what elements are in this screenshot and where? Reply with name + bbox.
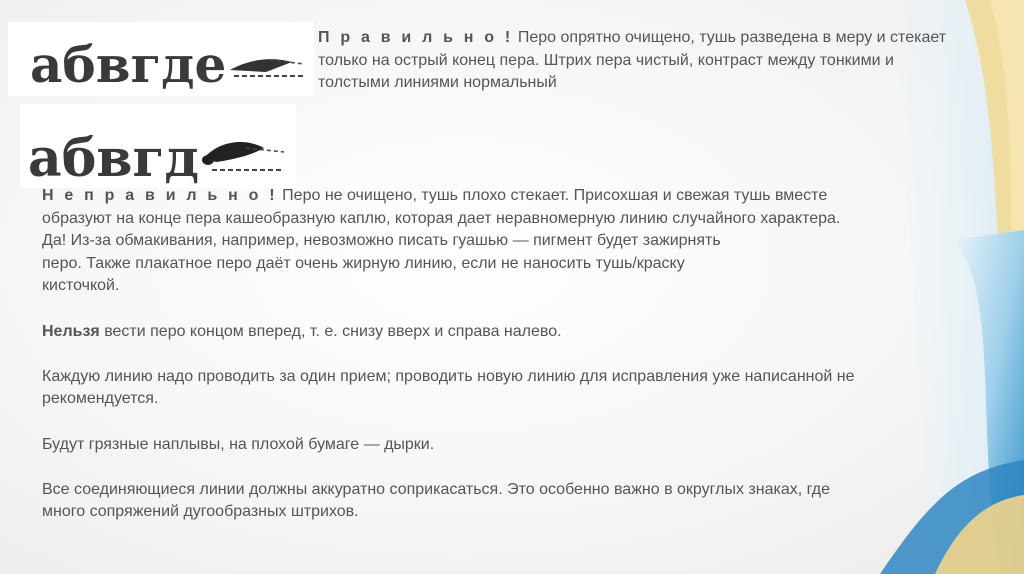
gouache-note-line-1: Да! Из-за обмакивания, например, невозможно писать гуашью — пигмент будет зажирнять [42, 232, 721, 250]
sample-letters-correct: абвгде [30, 35, 227, 94]
incorrect-description [42, 185, 842, 230]
nib-stroke-correct-icon [230, 59, 304, 76]
correct-heading: П р а в и л ь н о ! [318, 29, 514, 46]
rule-single-stroke: Каждую линию надо проводить за один прием; проводить новую линию для исправления уже написанной не рекомендуется. [42, 367, 855, 408]
sample-letters-incorrect: абвгд [28, 128, 200, 188]
nib-stroke-incorrect-icon [202, 142, 284, 170]
gouache-note-line-3: кисточкой. [42, 277, 120, 295]
main-text-block [42, 185, 872, 524]
rule-forbidden-bold: Нельзя [42, 322, 100, 340]
rule-blots: Будут грязные наплывы, на плохой бумаге — дырки. [42, 435, 435, 453]
rule-forbidden-text: вести перо концом вперед, т. е. снизу вверх и справа налево. [99, 322, 562, 340]
incorrect-heading: Н е п р а в и л ь н о ! [42, 187, 278, 204]
incorrect-text: Перо не очищено, тушь плохо стекает. Присохшая и свежая тушь вместе образуют на конце пера кашеобразную каплю, которая дает неравномерную линию случайного характера. [42, 187, 841, 227]
gouache-note-line-2: перо. Также плакатное перо даёт очень жирную линию, если не наносить тушь/краску [42, 254, 685, 272]
sample-image-correct-nib [8, 22, 314, 96]
rule-joining-lines: Все соединяющиеся линии должны аккуратно соприкасаться. Это особенно важно в округлых знаках, где много сопряжений дугообразных штрихов. [42, 480, 830, 521]
correct-description [318, 27, 958, 95]
rule-forbidden-direction [42, 321, 872, 344]
sample-image-incorrect-nib [20, 104, 296, 188]
correct-text: Перо опрятно очищено, тушь разведена в меру и стекает только на острый конец пера. Штрих пера чистый, контраст между тонкими и толстыми линиями нормальный [318, 29, 947, 92]
